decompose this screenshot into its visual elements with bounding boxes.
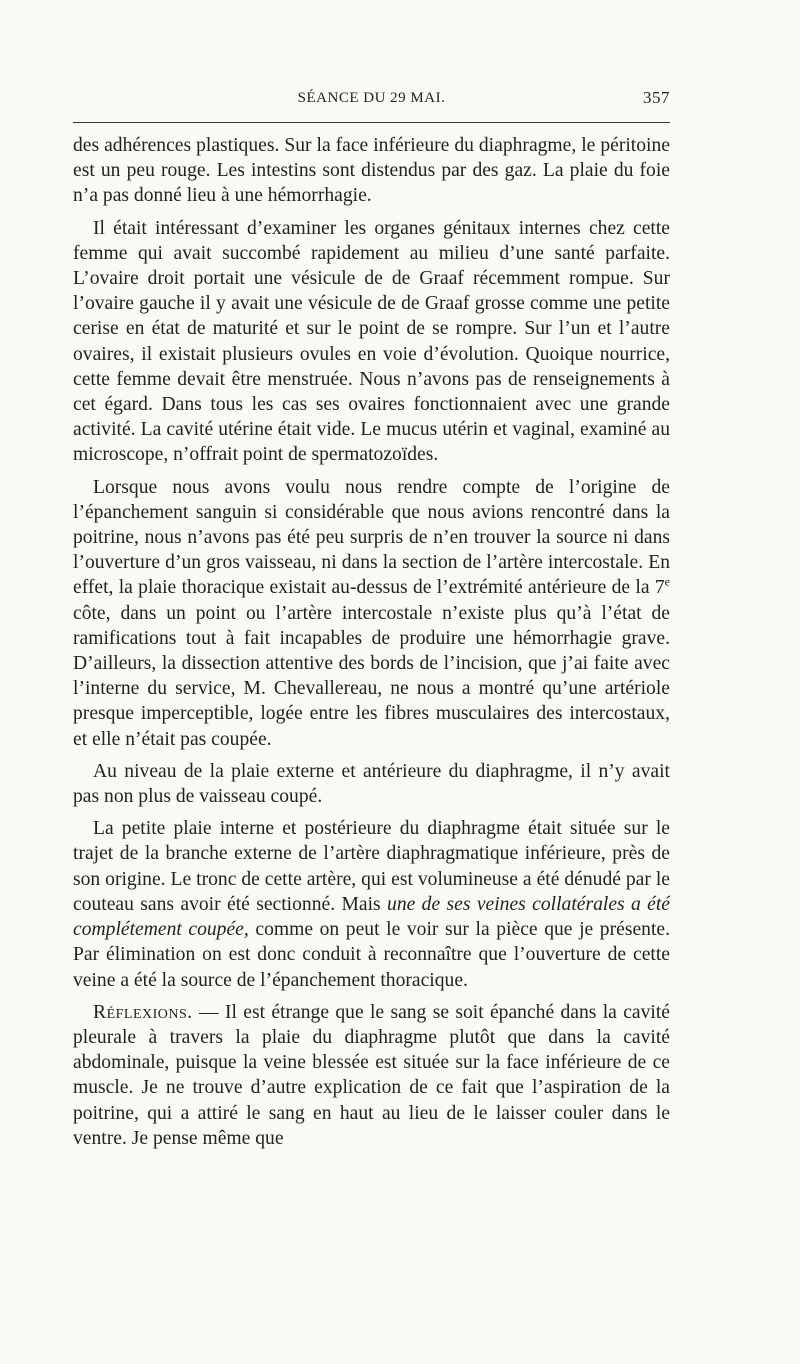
paragraph-5 bbox=[73, 816, 670, 992]
paragraph-3-text-b: côte, dans un point ou l’artère intercostale n’existe plus qu’à l’état de ramifications tout à fait incapables de produire une hémorrhagie grave. D’ailleurs, la dissection attentive des bords de l’incision, que j’ai faite avec l’interne du service, M. Chevallereau, ne nous a montré qu’une artériole presque imperceptible, logée entre les fibres musculaires des intercostaux, et elle n’était pas coupée. bbox=[73, 602, 670, 750]
paragraph-5-text-a: La petite plaie interne et postérieure du diaphragme était située sur le trajet de la branche externe de l’artère diaphragmatique inférieure, près de son origine. Le tronc de cette artère, qui est volumineuse a été dénudé par le couteau sans avoir été sectionné. Mais bbox=[73, 818, 670, 915]
paragraph-1: des adhérences plastiques. Sur la face inférieure du diaphragme, le péritoine est un peu rouge. Les intestins sont distendus par des gaz. La plaie du foie n’a pas donné lieu à une hémorrhagie. bbox=[73, 135, 670, 207]
header-rule bbox=[73, 122, 670, 123]
paragraph-6-text: — Il est étrange que le sang se soit épanché dans la cavité pleurale à travers la plaie du diaphragme plutôt que dans la cavité abdominale, puisque la veine blessée est située sur la face inférieure de ce muscle. Je ne trouve d’autre explication de ce fait que l’aspiration de la poitrine, qui a attiré le sang en haut au lieu de le laisser couler dans le ventre. Je pense même que bbox=[73, 1001, 670, 1149]
section-lead: Réflexions. bbox=[93, 1001, 193, 1023]
body-text bbox=[73, 133, 670, 1151]
ordinal-superscript: e bbox=[664, 574, 670, 589]
paragraph-2: Il était intéressant d’examiner les organes génitaux internes chez cette femme qui avait succombé rapidement au milieu d’une santé parfaite. L’ovaire droit portait une vésicule de de Graaf récemment rompue. Sur l’ovaire gauche il y avait une vésicule de de Graaf grosse comme une petite cerise en état de maturité et sur le point de se rompre. Sur l’un et l’autre ovaires, il existait plusieurs ovules en voie d’évolution. Quoique nourrice, cette femme devait être menstruée. Nous n’avons pas de renseignements à cet égard. Dans tous les cas ses ovaires fonctionnaient avec une grande activité. La cavité utérine était vide. Le mucus utérin et vaginal, examiné au microscope, n’offrait point de spermatozoïdes. bbox=[73, 217, 670, 466]
paragraph-3-text-a: Lorsque nous avons voulu nous rendre compte de l’origine de l’épanchement sanguin si considérable que nous avions rencontré dans la poitrine, nous n’avons pas été peu surpris de n’en trouver la source ni dans l’ouverture d’un gros vaisseau, ni dans la section de l’artère intercostale. En effet, la plaie thoracique existait au-dessus de l’extrémité antérieure de la 7 bbox=[73, 476, 670, 599]
page-number: 357 bbox=[643, 88, 670, 107]
paragraph-5-text-b: comme on peut le voir sur la pièce que je présente. Par élimination on est donc conduit à reconnaître que l’ouverture de cette veine a été la source de l’épanchement thoracique. bbox=[73, 919, 670, 991]
paragraph-6 bbox=[73, 1000, 670, 1151]
page-header bbox=[73, 86, 670, 112]
running-title: SÉANCE DU 29 MAI. bbox=[297, 90, 446, 106]
paragraph-4: Au niveau de la plaie externe et antérieure du diaphragme, il n’y avait pas non plus de vaisseau coupé. bbox=[73, 760, 670, 808]
page bbox=[73, 86, 670, 1158]
paragraph-3 bbox=[73, 475, 670, 752]
italic-passage: une de ses veines collatérales a été complétement coupée, bbox=[73, 893, 671, 941]
